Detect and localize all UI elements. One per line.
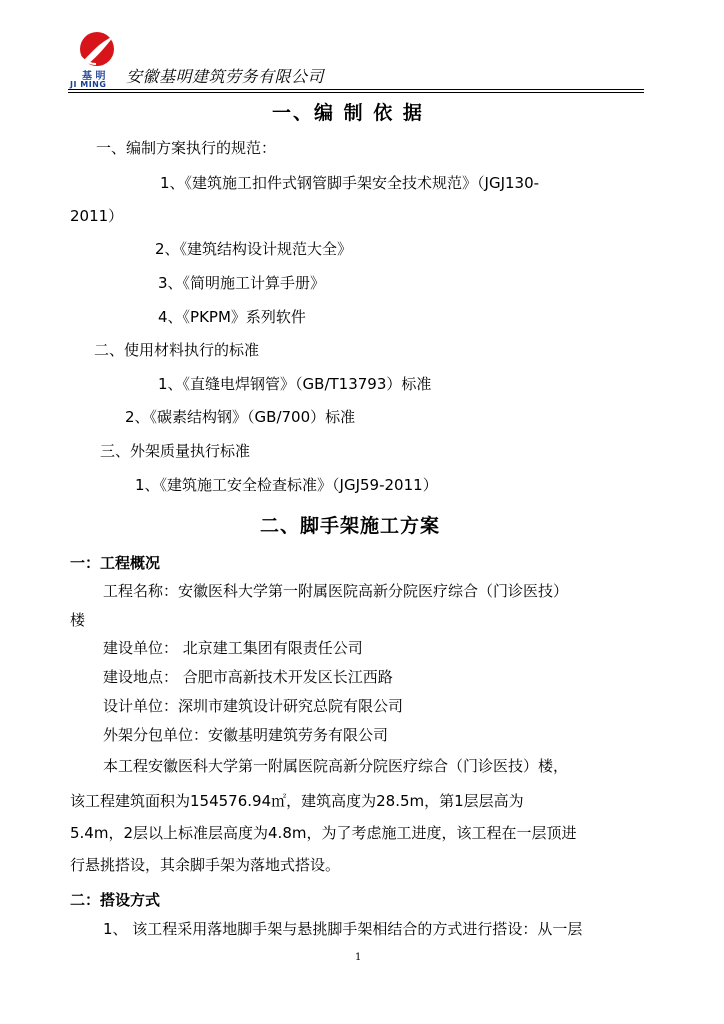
desc-line-4: 行悬挑搭设，其余脚手架为落地式搭设。 bbox=[70, 856, 341, 874]
desc-line-2: 该工程建筑面积为154576.94㎡，建筑高度为28.5m，第1层层高为 bbox=[70, 792, 524, 810]
project-name-line1: 工程名称：安徽医科大学第一附属医院高新分院医疗综合（门诊医技） bbox=[103, 582, 569, 600]
company-logo bbox=[70, 30, 124, 90]
material-item-1: 1、《直缝电焊钢管》（GB/T13793）标准 bbox=[158, 375, 432, 393]
desc-line-1: 本工程安徽医科大学第一附属医院高新分院医疗综合（门诊医技）楼， bbox=[103, 757, 569, 775]
section1-sub1: 一、编制方案执行的规范： bbox=[96, 139, 277, 157]
quality-item-1: 1、《建筑施工安全检查标准》（JGJ59-2011） bbox=[135, 476, 438, 494]
design-unit: 设计单位：深圳市建筑设计研究总院有限公司 bbox=[103, 697, 404, 715]
norm-item-1a: 1、《建筑施工扣件式钢管脚手架安全技术规范》（JGJ130- bbox=[160, 174, 540, 192]
material-item-2: 2、《碳素结构钢》（GB/700）标准 bbox=[125, 408, 356, 426]
subcontractor-unit: 外架分包单位：安徽基明建筑劳务有限公司 bbox=[103, 726, 389, 744]
project-name-line2: 楼 bbox=[70, 611, 86, 629]
header-rule bbox=[68, 89, 644, 90]
logo-text-en: JI MING bbox=[70, 80, 107, 89]
header-rule-thin bbox=[68, 92, 644, 93]
desc-line-3: 5.4m，2层以上标准层高度为4.8m，为了考虑施工进度，该工程在一层顶进 bbox=[70, 824, 577, 842]
section1-sub2: 二、使用材料执行的标准 bbox=[94, 341, 260, 359]
section2-title: 二、脚手架施工方案 bbox=[260, 515, 441, 537]
method-heading: 二：搭设方式 bbox=[70, 891, 161, 909]
logo-text-cn: 基 明 bbox=[82, 71, 106, 82]
build-location: 建设地点： 合肥市高新技术开发区长江西路 bbox=[103, 668, 393, 686]
norm-item-3: 3、《简明施工计算手册》 bbox=[158, 274, 326, 292]
method-line-1: 1、 该工程采用落地脚手架与悬挑脚手架相结合的方式进行搭设：从一层 bbox=[103, 920, 583, 938]
norm-item-4: 4、《PKPM》系列软件 bbox=[158, 308, 306, 326]
builder-unit: 建设单位： 北京建工集团有限责任公司 bbox=[103, 639, 363, 657]
norm-item-2: 2、《建筑结构设计规范大全》 bbox=[155, 240, 353, 258]
norm-item-1b: 2011） bbox=[70, 207, 124, 225]
section1-title: 一、编 制 依 据 bbox=[272, 102, 424, 124]
page-number: 1 bbox=[355, 952, 362, 963]
section1-sub3: 三、外架质量执行标准 bbox=[100, 442, 251, 460]
company-name: 安徽基明建筑劳务有限公司 bbox=[126, 67, 325, 86]
overview-heading: 一：工程概况 bbox=[70, 554, 161, 572]
